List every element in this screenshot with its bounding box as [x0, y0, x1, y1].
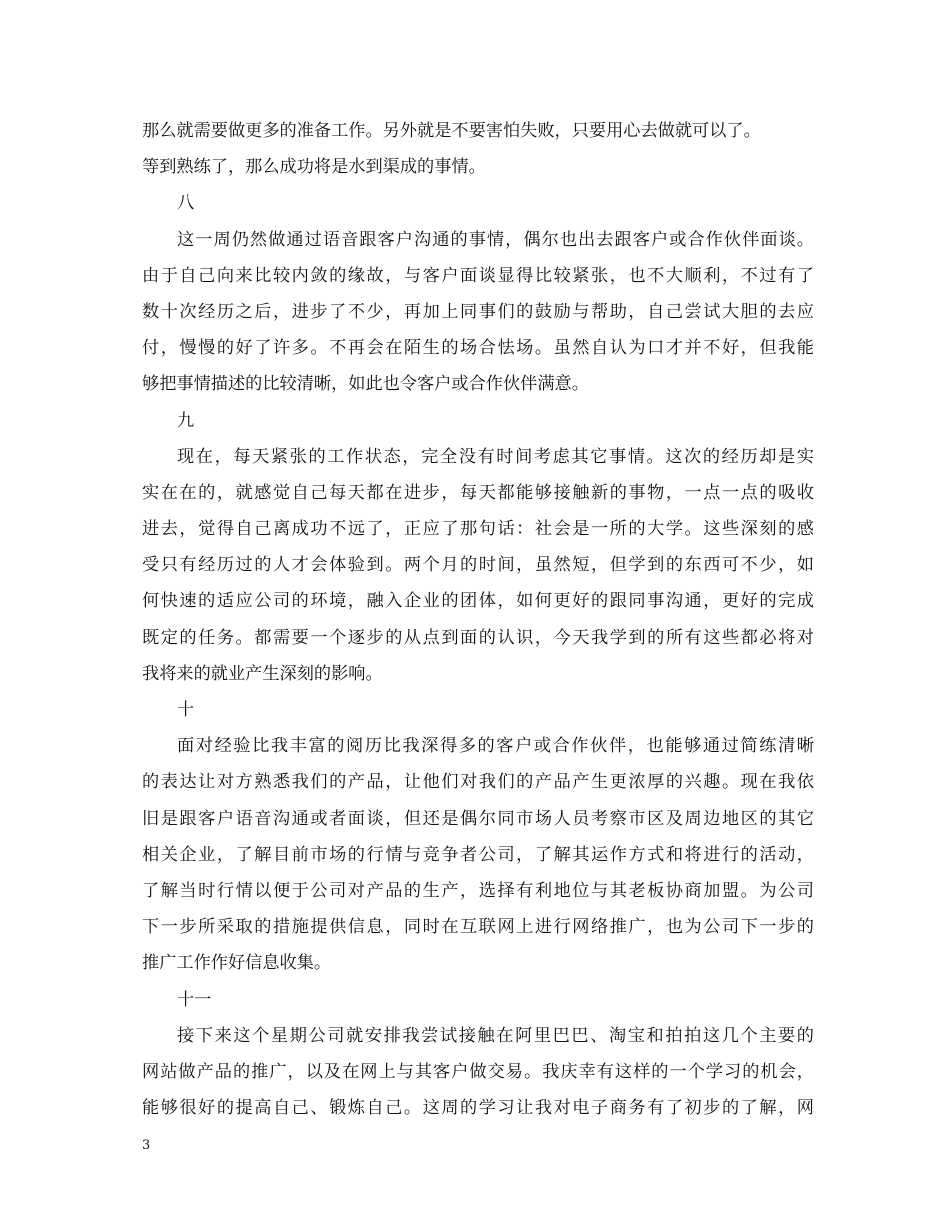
text-line: 何快速的适应公司的环境，融入企业的团体，如何更好的跟同事沟通，更好的完成: [142, 591, 814, 612]
section-number: 十: [177, 700, 195, 720]
text-line: 旧是跟客户语音沟通或者面谈，但还是偶尔同市场人员考察市区及周边地区的其它: [142, 808, 814, 829]
text-line: 的表达让对方熟悉我们的产品，让他们对我们的产品产生更浓厚的兴趣。现在我依: [142, 772, 814, 793]
text-line: 能够很好的提高自己、锻炼自己。这周的学习让我对电子商务有了初步的了解，网: [142, 1098, 814, 1119]
text-line: 推广工作作好信息收集。: [142, 953, 332, 974]
document-body: [142, 113, 814, 1126]
text-line: 下一步所采取的措施提供信息，同时在互联网上进行网络推广，也为公司下一步的: [142, 917, 814, 938]
text-line: 相关企业，了解目前市场的行情与竞争者公司，了解其运作方式和将进行的活动，: [142, 844, 814, 865]
text-line: 数十次经历之后，进步了不少，再加上同事们的鼓励与帮助，自己尝试大胆的去应: [142, 301, 814, 322]
text-line: 那么就需要做更多的准备工作。另外就是不要害怕失败，只要用心去做就可以了。: [142, 121, 761, 141]
page-number: 3: [142, 1138, 151, 1153]
text-line: 实在在的，就感觉自己每天都在进步，每天都能够接触新的事物，一点一点的吸收: [142, 482, 814, 503]
text-line: 现在，每天紧张的工作状态，完全没有时间考虑其它事情。这次的经历却是实: [177, 446, 814, 467]
section-number: 九: [177, 410, 195, 431]
text-line: 进去，觉得自己离成功不远了，正应了那句话：社会是一所的大学。这些深刻的感: [142, 519, 814, 540]
text-line: 等到熟练了，那么成功将是水到渠成的事情。: [142, 157, 486, 178]
text-line: 网站做产品的推广，以及在网上与其客户做交易。我庆幸有这样的一个学习的机会，: [142, 1061, 814, 1082]
section-number: 八: [177, 193, 195, 214]
text-line: 既定的任务。都需要一个逐步的从点到面的认识，今天我学到的所有这些都必将对: [142, 627, 814, 648]
text-line: 由于自己向来比较内敛的缘故，与客户面谈显得比较紧张，也不大顺利，不过有了: [142, 265, 814, 286]
text-line: 面对经验比我丰富的阅历比我深得多的客户或合作伙伴，也能够通过简练清晰: [177, 736, 814, 757]
text-line: 够把事情描述的比较清晰，如此也令客户或合作伙伴满意。: [142, 374, 589, 395]
text-line: 受只有经历过的人才会体验到。两个月的时间，虽然短，但学到的东西可不少，如: [142, 555, 814, 576]
text-line: 我将来的就业产生深刻的影响。: [142, 663, 383, 684]
text-line: 这一周仍然做通过语音跟客户沟通的事情，偶尔也出去跟客户或合作伙伴面谈。: [177, 229, 814, 250]
text-line: 接下来这个星期公司就安排我尝试接触在阿里巴巴、淘宝和拍拍这几个主要的: [177, 1025, 814, 1046]
text-line: 了解当时行情以便于公司对产品的生产，选择有利地位与其老板协商加盟。为公司: [142, 880, 814, 901]
text-line: 付，慢慢的好了许多。不再会在陌生的场合怯场。虽然自认为口才并不好，但我能: [142, 338, 814, 359]
section-number: 十一: [177, 989, 212, 1010]
